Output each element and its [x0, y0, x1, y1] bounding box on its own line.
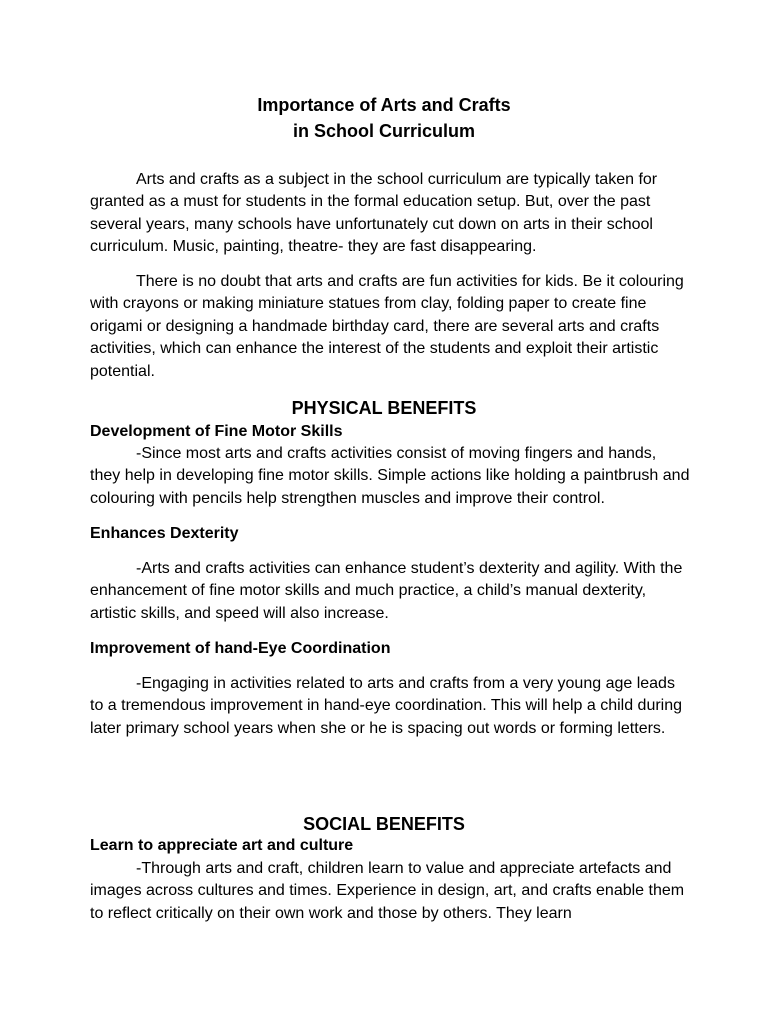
- title-line-1: Importance of Arts and Crafts: [257, 95, 511, 115]
- appreciate-art-heading: Learn to appreciate art and culture: [90, 837, 354, 854]
- fine-motor-skills-heading: Development of Fine Motor Skills: [90, 423, 343, 440]
- coordination-text: -Engaging in activities related to arts and crafts from a very young age leads to a tremendous improvement in hand-eye coordination. This will help a child during later primary school years when she or he is spacing out words or forming letters.: [90, 675, 683, 737]
- intro-paragraph-2: There is no doubt that arts and crafts are fun activities for kids. Be it colouring with crayons or making miniature statues from clay, folding paper to create fine origami or designing a handmade birthday card, there are several arts and crafts activities, which can enhance the interest of the students and exploit their artistic potential.: [90, 273, 684, 380]
- dexterity-text: -Arts and crafts activities can enhance student’s dexterity and agility. With the enhancement of fine motor skills and much practice, a child’s manual dexterity, artistic skills, and speed will also increase.: [90, 560, 683, 622]
- title-line-2: in School Curriculum: [292, 121, 475, 141]
- dexterity-heading: Enhances Dexterity: [90, 525, 239, 542]
- appreciate-art-text: -Through arts and craft, children learn to value and appreciate artefacts and images across cultures and times. Experience in design, art, and crafts enable them to reflect critically on their own work and those by others. They learn: [90, 860, 685, 922]
- coordination-heading: Improvement of hand-Eye Coordination: [90, 640, 391, 657]
- fine-motor-skills-text: -Since most arts and crafts activities consist of moving fingers and hands, they help in developing fine motor skills. Simple actions like holding a paintbrush and colouring with pencils help strengthen muscles and improve their control.: [90, 445, 690, 507]
- document-title: [0, 92, 768, 144]
- intro-paragraph-1: Arts and crafts as a subject in the school curriculum are typically taken for granted as a must for students in the formal education setup. But, over the past several years, many schools have unfortunately cut down on arts in their school curriculum. Music, painting, theatre- they are fast disappearing.: [90, 171, 658, 256]
- physical-benefits-heading: PHYSICAL BENEFITS: [291, 398, 477, 418]
- social-benefits-heading: SOCIAL BENEFITS: [303, 814, 465, 834]
